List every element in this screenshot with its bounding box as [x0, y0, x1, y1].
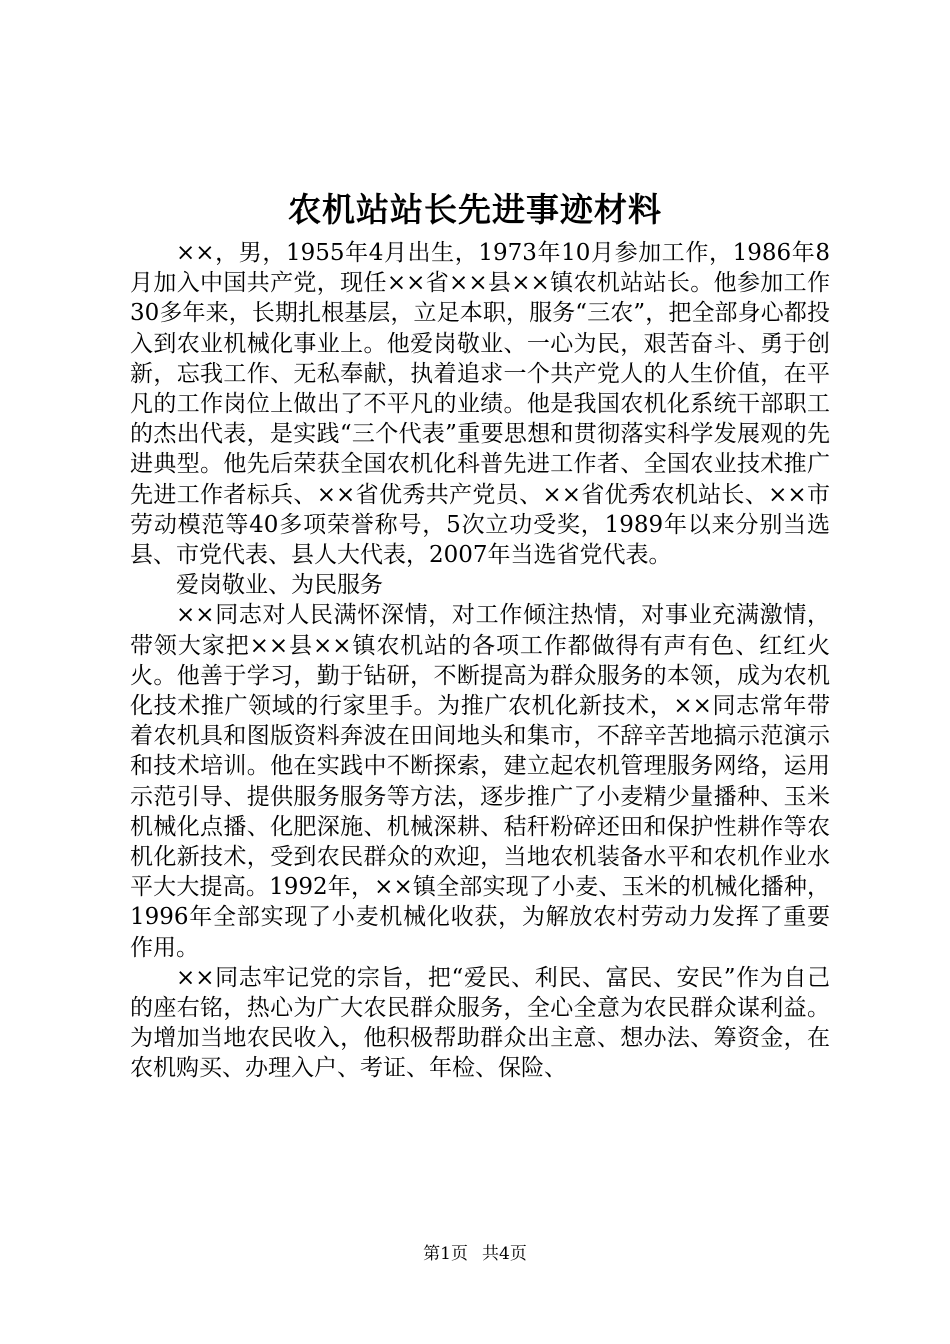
document-title: 农机站站长先进事迹材料: [288, 190, 662, 229]
page-total: 共4页: [482, 1244, 527, 1264]
paragraph-intro: ××，男，1955年4月出生，1973年10月参加工作，1986年8月加入中国共产党，现任××省××县××镇农机站站长。他参加工作30多年来，长期扎根基层，立足本职，服务“三农”，把全部身心都投入到农业机械化事业上。他爱岗敬业、一心为民，艰苦奋斗、勇于创新，忘我工作、无私奉献，执着追求一个共产党人的人生价值，在平凡的工作岗位上做出了不平凡的业绩。他是我国农机化系统干部职工的杰出代表，是实践“三个代表”重要思想和贯彻落实科学发展观的先进典型。他先后荣获全国农机化科普先进工作者、全国农业技术推广先进工作者标兵、××省优秀共产党员、××省优秀农机站长、××市劳动模范等40多项荣誉称号，5次立功受奖，1989年以来分别当选县、市党代表、县人大代表，2007年当选省党代表。: [130, 240, 830, 569]
page-number: 第1页: [423, 1244, 468, 1264]
document-body: [130, 238, 830, 1084]
paragraph-service: ××同志对人民满怀深情，对工作倾注热情，对事业充满激情，带领大家把××县××镇农机站的各项工作都做得有声有色、红红火火。他善于学习，勤于钻研，不断提高为群众服务的本领，成为农机化技术推广领域的行家里手。为推广农机化新技术，××同志常年带着农机具和图版资料奔波在田间地头和集市，不辞辛苦地搞示范演示和技术培训。他在实践中不断探索，建立起农机管理服务网络，运用示范引导、提供服务服务等方法，逐步推广了小麦精少量播种、玉米机械化点播、化肥深施、机械深耕、秸秆粉碎还田和保护性耕作等农机化新技术，受到农民群众的欢迎，当地农机装备水平和农机作业水平大大提高。1992年，××镇全部实现了小麦、玉米的机械化播种，1996年全部实现了小麦机械化收获，为解放农村劳动力发挥了重要作用。: [130, 602, 830, 961]
paragraph-purpose: ××同志牢记党的宗旨，把“爱民、利民、富民、安民”作为自己的座右铭，热心为广大农民群众服务，全心全意为农民群众谋利益。为增加当地农民收入，他积极帮助群众出主意、想办法、筹资金，在农机购买、办理入户、考证、年检、保险、: [130, 964, 830, 1082]
section-heading: 爱岗敬业、为民服务: [176, 572, 383, 599]
page-footer: [0, 1243, 950, 1265]
